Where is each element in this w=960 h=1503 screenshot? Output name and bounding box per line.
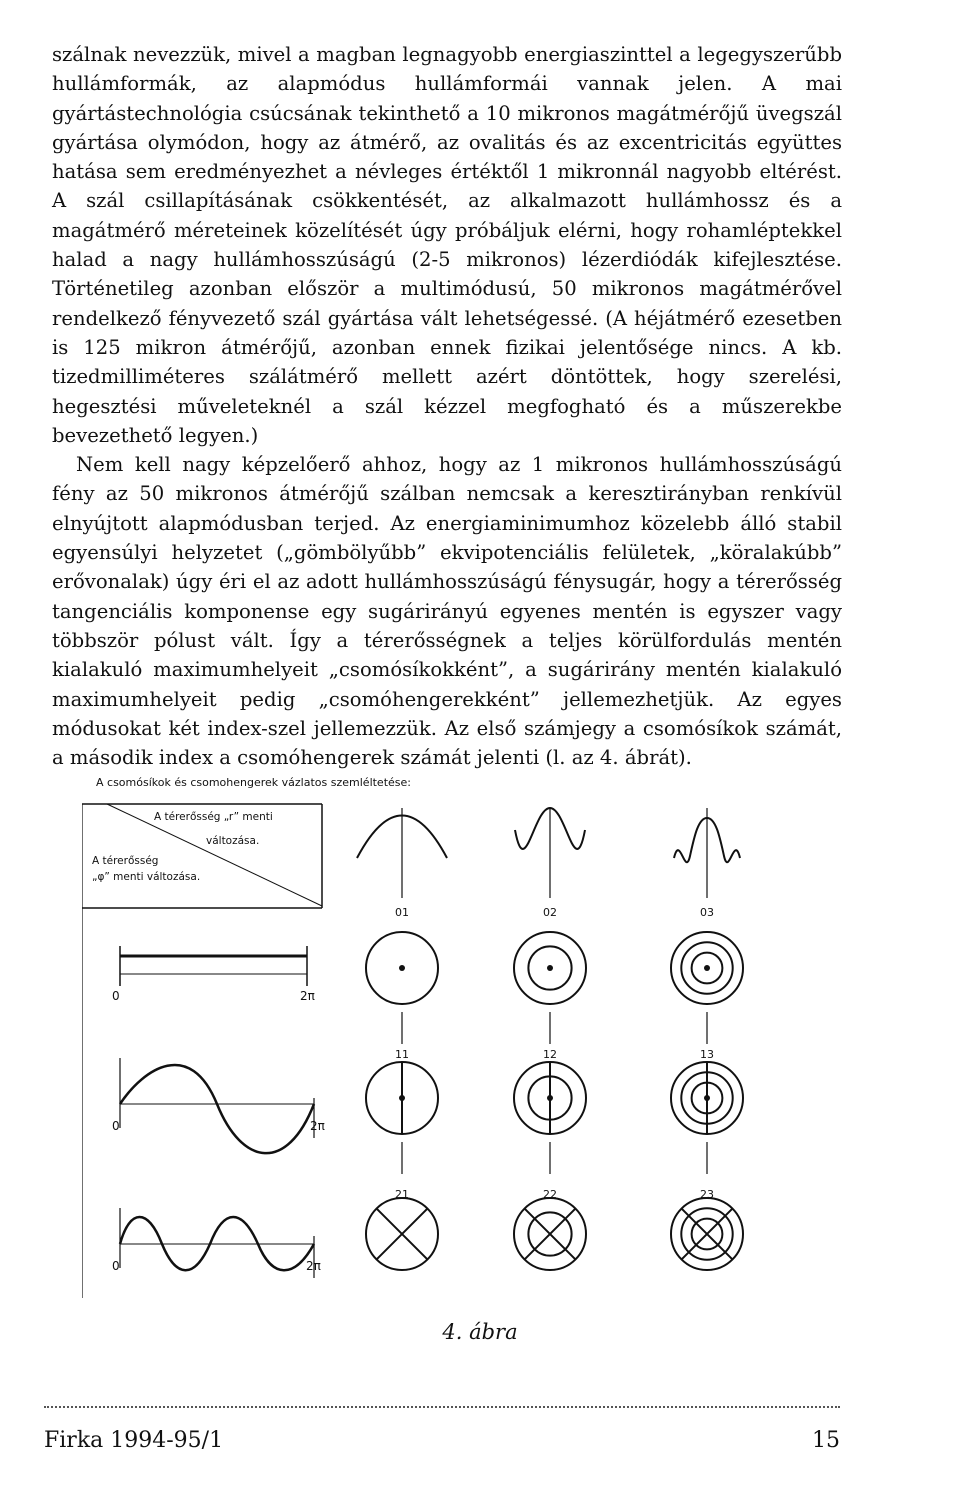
mode-label-02: 02 xyxy=(543,906,557,919)
mode-label-12: 12 xyxy=(543,1048,557,1061)
body-text xyxy=(52,40,842,772)
axis-zero-0: 0 xyxy=(112,989,120,1003)
figure-title: A csomósíkok és csomohengerek vázlatos szemléltetése: xyxy=(96,776,411,789)
figure-caption: 4. ábra xyxy=(442,1320,518,1344)
phi-label-2: „φ” menti változása. xyxy=(92,871,201,883)
r-label-2: változása. xyxy=(206,835,260,847)
figure-4 xyxy=(82,768,842,1298)
axis-2pi-0: 2π xyxy=(300,989,315,1003)
mode-label-22: 22 xyxy=(543,1188,557,1201)
mode-center-dot-13 xyxy=(704,1095,710,1101)
mode-center-dot-01 xyxy=(399,965,405,971)
mode-label-11: 11 xyxy=(395,1048,409,1061)
journal-name: Firka 1994-95/1 xyxy=(44,1428,224,1453)
axis-zero-2: 0 xyxy=(112,1259,120,1273)
mode-center-dot-11 xyxy=(399,1095,405,1101)
figure-diagram xyxy=(82,768,842,1298)
page-number: 15 xyxy=(812,1428,840,1453)
phi-profile-0 xyxy=(112,946,315,1003)
mode-label-13: 13 xyxy=(700,1048,714,1061)
paragraph-2: Nem kell nagy képzelőerő ahhoz, hogy az 1 mikronos hullámhosszúságú fény az 50 mikronos átmérőjű szálban nemcsak a keresztirányban renkívül elnyújtott alapmódusban terjed. Az energiaminimumhoz közelebb álló stabil egyensúlyi helyzetet („gömbölyűbb” ekvipotenciális felületek, „köralakúbb” erővonalak) úgy éri el az adott hullámhosszúságú fénysugár, hogy a térerősség tangenciális komponense egy sugárirányú egyenes mentén is egyszer vagy többször pólust vált. Így a térerősségnek a teljes körülfordulás mentén kialakuló maximumhelyeit „csomósíkokként”, a sugárirány mentén kialakuló maximumhelyeit pedig „csomóhengerekként” jellemezhetjük. Az egyes módusokat két index-szel jellemezzük. Az első számjegy a csomósíkok számát, a második index a csomóhengerek számát jelenti (l. az 4. ábrát). xyxy=(52,453,842,770)
phi-label-1: A térerősség xyxy=(92,855,159,867)
mode-center-dot-02 xyxy=(547,965,553,971)
axis-2pi-2: 2π xyxy=(306,1259,321,1273)
footer-divider xyxy=(44,1406,840,1408)
mode-label-03: 03 xyxy=(700,906,714,919)
mode-label-23: 23 xyxy=(700,1188,714,1201)
mode-grid xyxy=(366,906,743,1270)
phi-profile-1 xyxy=(112,1058,325,1153)
mode-label-21: 21 xyxy=(395,1188,409,1201)
paragraph-1: szálnak nevezzük, mivel a magban legnagyobb energiaszinttel a legegyszerűbb hullámformák, az alapmódus hullámformái vannak jelen. A mai gyártástechnológia csúcsának tekinthető a 10 mikronos magátmérőjű üvegszál gyártása olymódon, hogy az átmérő, az ovalitás és az excentricitás együttes hatása sem eredményezhet a névleges értéktől 1 mikronnál nagyobb eltérést. A szál csillapításának csökkentését, az alkalmazott hullámhossz és a magátmérő méreteinek közelítését úgy próbáljuk elérni, hogy rohamléptekkel halad a nagy hullámhosszúságú (2-5 mikronos) lézerdiódák kifejlesztése. Történetileg azonban először a multimódusú, 50 mikronos magátmérővel rendelkező fényvezető szál gyártása vált lehetségessé. (A héjátmérő ezesetben is 125 mikron átmérőjű, azonban ennek fizikai jelentősége nincs. A kb. tizedmilliméteres szálátmérő mellett azért döntöttek, hogy szerelési, hegesztési műveleteknél a szál kézzel megfogható és a műszerekbe bevezethető legyen.) xyxy=(52,43,842,447)
r-profile-3 xyxy=(674,808,740,898)
axis-2pi-1: 2π xyxy=(310,1119,325,1133)
mode-label-01: 01 xyxy=(395,906,409,919)
r-profile-1 xyxy=(357,808,447,898)
mode-center-dot-12 xyxy=(547,1095,553,1101)
phi-profile-2 xyxy=(112,1208,321,1278)
header-box xyxy=(82,804,322,1298)
r-profile-2 xyxy=(515,808,585,898)
mode-center-dot-03 xyxy=(704,965,710,971)
axis-zero-1: 0 xyxy=(112,1119,120,1133)
r-label-1: A térerősség „r” menti xyxy=(154,811,273,823)
